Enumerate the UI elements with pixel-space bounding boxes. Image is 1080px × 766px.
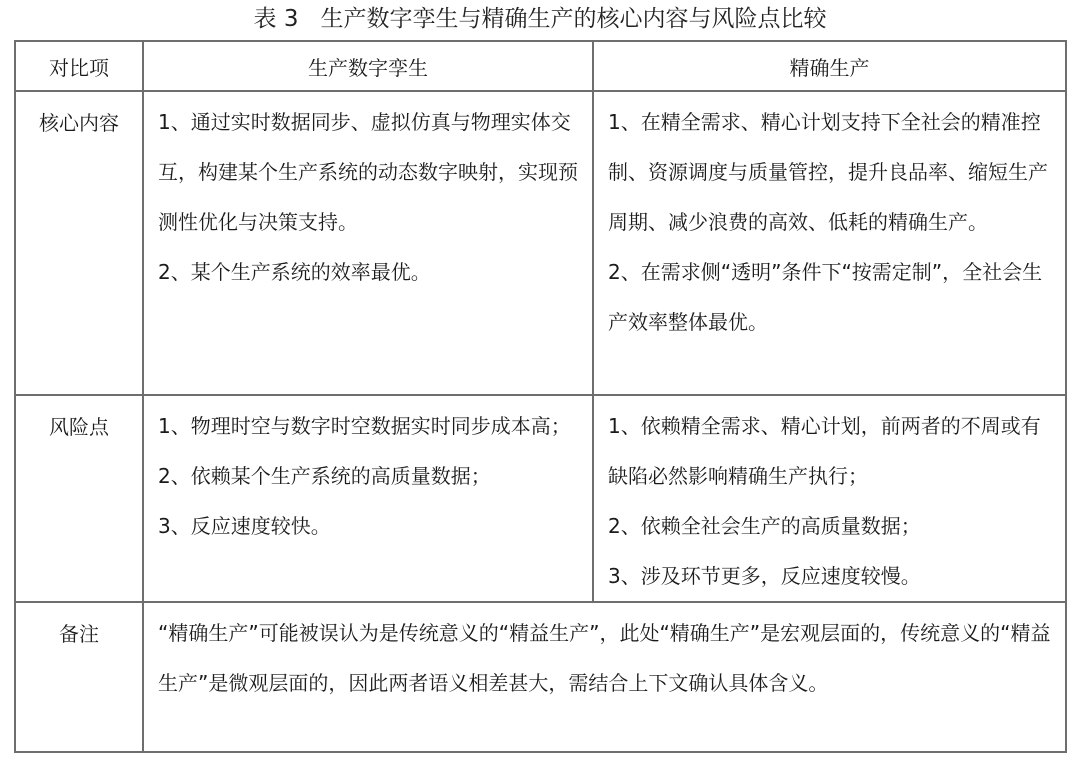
risk-points-digital-twin [143, 395, 593, 602]
row-label-note: 备注 [15, 602, 143, 752]
comparison-table [14, 40, 1067, 753]
row-label-risk-points: 风险点 [15, 395, 143, 602]
table-caption [0, 3, 1080, 35]
list-item: 3、反应速度较快。 [158, 514, 331, 538]
core-content-precise-production [593, 91, 1066, 395]
list-item: 1、通过实时数据同步、虚拟仿真与物理实体交互，构建某个生产系统的动态数字映射，实现预测性优化与决策支持。 [158, 110, 578, 234]
list-item: 2、依赖全社会生产的高质量数据； [608, 514, 921, 538]
risk-points-precise-production [593, 395, 1066, 602]
table-row-note [15, 602, 1066, 752]
list-item: 2、依赖某个生产系统的高质量数据； [158, 464, 491, 488]
header-precise-production: 精确生产 [593, 41, 1066, 91]
list-item: 1、依赖精全需求、精心计划，前两者的不周或有缺陷必然影响精确生产执行； [608, 414, 1041, 488]
list-item: 3、涉及环节更多，反应速度较慢。 [608, 564, 921, 588]
list-item: 2、在需求侧“透明”条件下“按需定制”，全社会生产效率整体最优。 [608, 260, 1043, 334]
header-digital-twin: 生产数字孪生 [143, 41, 593, 91]
row-label-core-content: 核心内容 [15, 91, 143, 395]
header-comparison-item: 对比项 [15, 41, 143, 91]
list-item: 1、物理时空与数字时空数据实时同步成本高； [158, 414, 571, 438]
list-item: 2、某个生产系统的效率最优。 [158, 260, 431, 284]
table-number: 表 3 [253, 6, 299, 32]
core-content-digital-twin [143, 91, 593, 395]
table-row-core-content [15, 91, 1066, 395]
note-text: “精确生产”可能被误认为是传统意义的“精益生产”，此处“精确生产”是宏观层面的，传统意义的“精益生产”是微观层面的，因此两者语义相差甚大，需结合上下文确认具体含义。 [143, 602, 1066, 752]
header-row [15, 41, 1066, 91]
list-item: 1、在精全需求、精心计划支持下全社会的精准控制、资源调度与质量管控，提升良品率、缩短生产周期、减少浪费的高效、低耗的精确生产。 [608, 110, 1048, 234]
table-title: 生产数字孪生与精确生产的核心内容与风险点比较 [320, 6, 827, 32]
table-row-risk-points [15, 395, 1066, 602]
